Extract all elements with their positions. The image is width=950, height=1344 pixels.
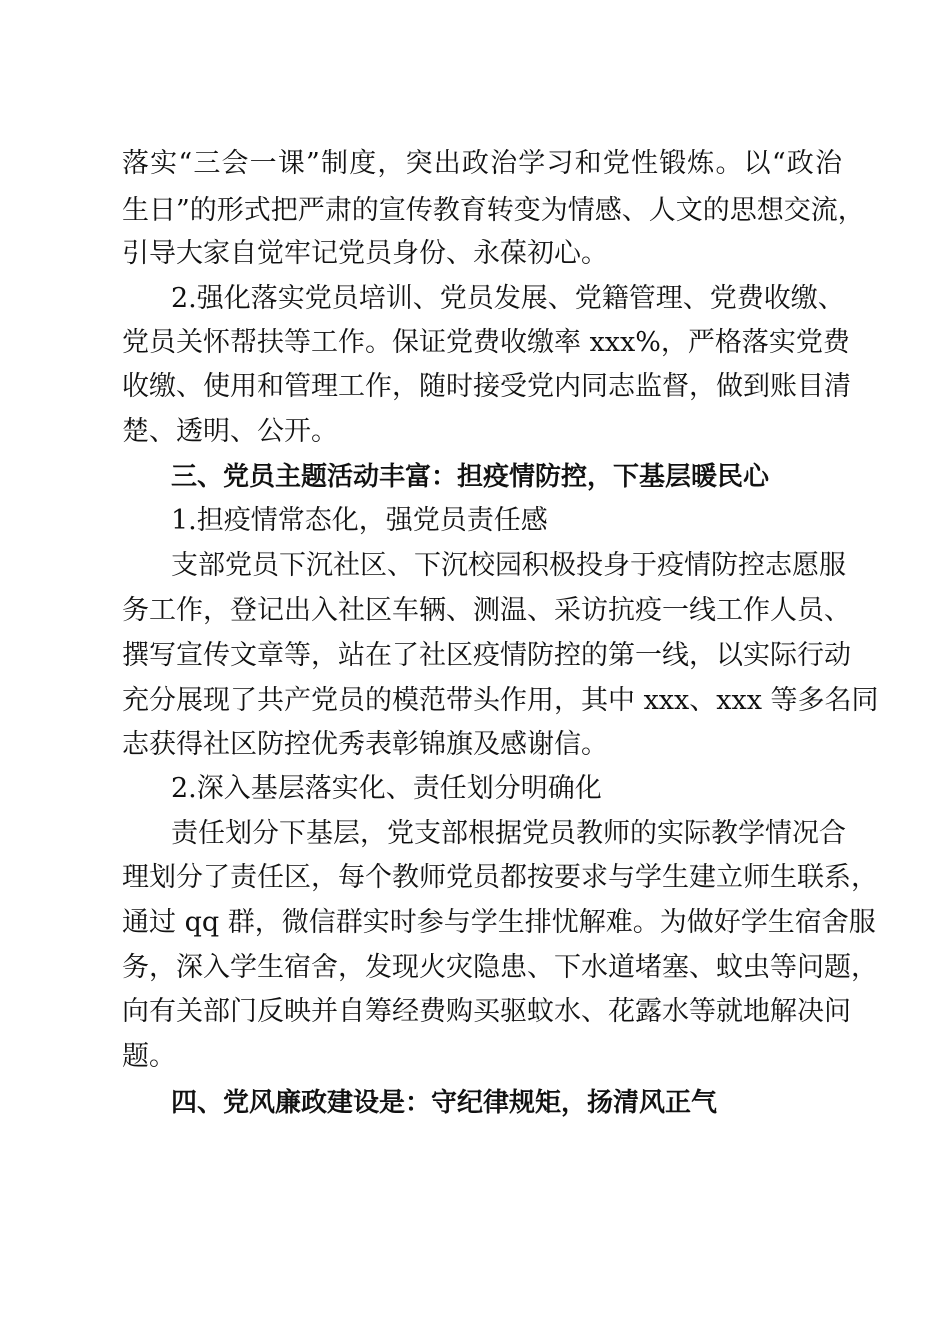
text-line: 志获得社区防控优秀表彰锦旗及感谢信。 [122,729,608,760]
text-line: 题。 [122,1041,176,1072]
subsection-1-title: 1.担疫情常态化，强党员责任感 [171,505,548,536]
text-line: 充分展现了共产党员的模范带头作用，其中 xxx、xxx 等多名同 [122,685,879,716]
text-line: 理划分了责任区，每个教师党员都按要求与学生建立师生联系， [122,862,878,893]
text-line: 收缴、使用和管理工作，随时接受党内同志监督，做到账目清 [122,371,851,402]
text-line: 撰写宣传文章等，站在了社区疫情防控的第一线，以实际行动 [122,640,851,671]
text-line: 落实“三会一课”制度，突出政治学习和党性锻炼。以“政治 [122,148,842,179]
text-line: 务工作，登记出入社区车辆、测温、采访抗疫一线工作人员、 [122,595,851,626]
text-line: 楚、透明、公开。 [122,416,338,447]
text-line: 党员关怀帮扶等工作。保证党费收缴率 xxx%，严格落实党费 [122,327,850,358]
subsection-2-title: 2.深入基层落实化、责任划分明确化 [171,773,602,804]
text-line: 通过 qq 群，微信群实时参与学生排忧解难。为做好学生宿舍服 [122,907,876,938]
text-line: 引导大家自觉牢记党员身份、永葆初心。 [122,238,608,269]
section-3-heading: 三、党员主题活动丰富：担疫情防控，下基层暖民心 [171,462,770,492]
section-4-heading: 四、党风廉政建设是：守纪律规矩，扬清风正气 [171,1088,718,1118]
text-line: 务，深入学生宿舍，发现火灾隐患、下水道堵塞、蚊虫等问题， [122,952,878,983]
text-line: 生日”的形式把严肃的宣传教育转变为情感、人文的思想交流， [122,195,865,226]
text-line: 责任划分下基层，党支部根据党员教师的实际教学情况合 [171,818,846,849]
list-item-2-title: 2.强化落实党员培训、党员发展、党籍管理、党费收缴、 [171,283,845,314]
text-line: 向有关部门反映并自筹经费购买驱蚊水、花露水等就地解决问 [122,996,851,1027]
text-line: 支部党员下沉社区、下沉校园积极投身于疫情防控志愿服 [171,550,846,581]
